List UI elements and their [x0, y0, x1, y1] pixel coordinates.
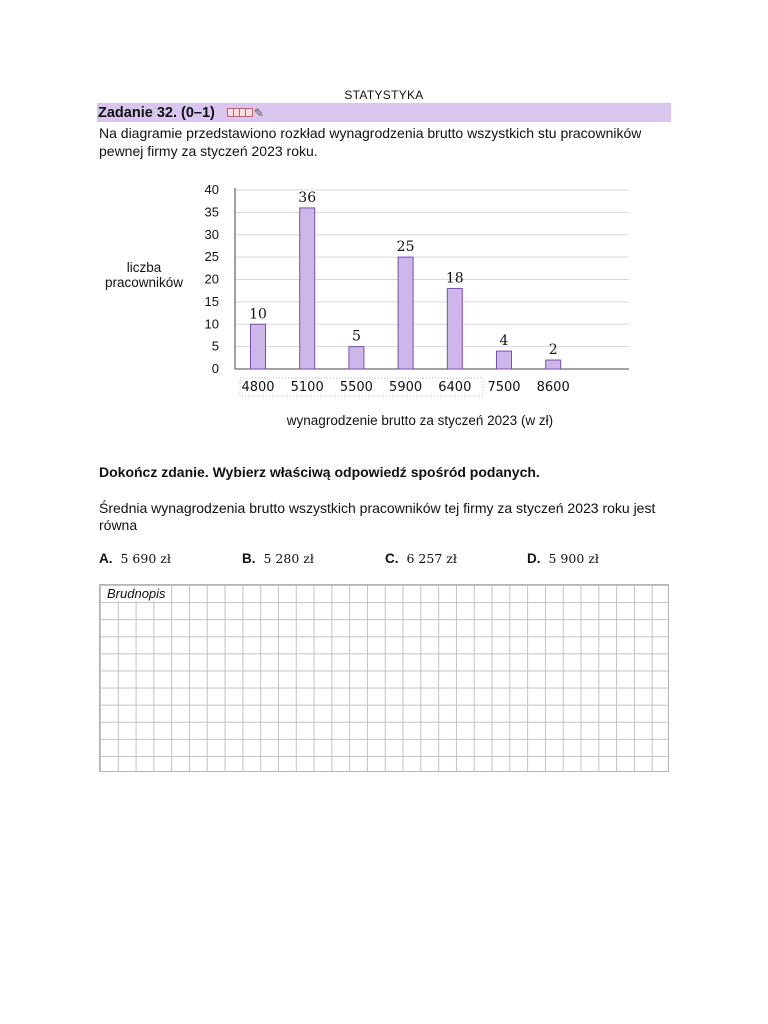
score-boxes — [227, 108, 253, 117]
y-tick-label: 35 — [204, 204, 219, 220]
y-tick-label: 10 — [204, 316, 219, 332]
y-tick-label: 30 — [204, 226, 219, 242]
x-tick-label: 5500 — [339, 380, 373, 395]
y-tick-label: 20 — [204, 271, 219, 287]
answer-d[interactable]: D. 5 900 zł — [527, 551, 599, 566]
x-tick-label: 5100 — [290, 380, 324, 395]
bar — [300, 208, 315, 369]
answer-c[interactable]: C. 6 257 zł — [385, 551, 457, 566]
answer-b[interactable]: B. 5 280 zł — [242, 551, 314, 566]
y-tick-label: 5 — [211, 338, 219, 354]
task-intro: Na diagramie przedstawiono rozkład wynagrodzenia brutto wszystkich stu pracowników pewnej firmy za styczeń 2023 roku. — [99, 125, 642, 159]
data-label: 5 — [351, 328, 361, 345]
y-tick-label: 0 — [211, 361, 219, 376]
bar-chart — [95, 180, 655, 440]
y-tick-label: 25 — [204, 249, 219, 265]
data-label: 18 — [445, 270, 464, 287]
instruction: Dokończ zdanie. Wybierz właściwą odpowiedź spośród podanych. — [99, 464, 540, 480]
bar — [349, 347, 364, 369]
bar — [251, 324, 266, 369]
question-text: Średnia wynagrodzenia brutto wszystkich pracowników tej firmy za styczeń 2023 roku jest równa — [99, 500, 656, 533]
answer-a[interactable]: A. 5 690 zł — [99, 551, 171, 566]
answer-options — [99, 551, 669, 569]
bar — [398, 257, 413, 369]
x-tick-label: 6400 — [438, 380, 472, 395]
data-label: 2 — [548, 342, 558, 359]
scratch-label: Brudnopis — [107, 586, 166, 601]
bar — [447, 288, 462, 369]
task-header-bar — [97, 103, 671, 122]
x-tick-label: 8600 — [536, 380, 570, 395]
data-label: 36 — [298, 189, 317, 206]
x-tick-label: 4800 — [241, 380, 275, 395]
y-tick-label: 15 — [204, 293, 219, 309]
y-axis-label-line1: liczba — [126, 260, 162, 275]
bar — [546, 360, 561, 369]
page-header: STATYSTYKA — [344, 88, 424, 102]
bar — [497, 351, 512, 369]
x-tick-label: 7500 — [487, 380, 521, 395]
data-label: 4 — [499, 333, 509, 350]
y-tick-label: 40 — [204, 182, 219, 197]
x-axis-label: wynagrodzenie brutto za styczeń 2023 (w zł) — [286, 413, 554, 428]
data-label: 25 — [396, 239, 415, 256]
scratch-grid[interactable] — [99, 584, 669, 772]
x-tick-label: 5900 — [389, 380, 423, 395]
pencil-icon: ✎ — [253, 105, 264, 120]
data-label: 10 — [249, 306, 267, 323]
task-title: Zadanie 32. (0–1) — [98, 104, 215, 121]
y-axis-label-line2: pracowników — [104, 275, 184, 290]
